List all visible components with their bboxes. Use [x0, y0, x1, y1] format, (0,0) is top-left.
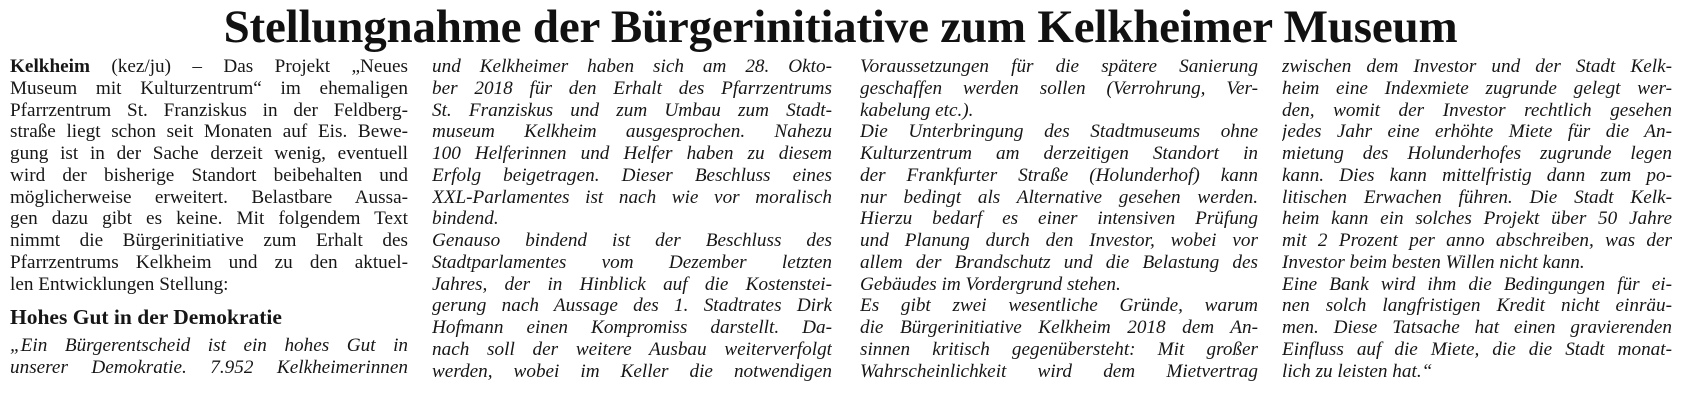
quote-line: unserer Demokratie. 7.952 Kelkheimerinnen [10, 357, 408, 378]
quote-line: litischen Erwachen führen. Die Stadt Kelk- [1282, 186, 1672, 208]
quote-line: heim eine Indexmiete zugrunde gelegt wer- [1282, 77, 1672, 99]
quote-line: bindend. [432, 208, 499, 230]
quote-line: mit 2 Prozent per anno abschreiben, was der [1282, 230, 1672, 251]
text-line: Pfarrzentrum St. Franziskus in der Feldberg- [10, 99, 408, 121]
quote-line: Erfolg beigetragen. Dieser Beschluss eines [432, 164, 832, 186]
quote-line: nen solch langfristigen Kredit nicht einräu- [1282, 295, 1672, 317]
quote-line: nur bedingt als Alternative gesehen werden. [860, 186, 1258, 208]
text-line: möglicherweise erweitert. Belastbare Aussa- [10, 186, 408, 208]
quote-line: werden, wobei im Keller die notwendigen [432, 360, 832, 382]
quote-line: und Planung durch den Investor, wobei vor [860, 230, 1258, 251]
quote-line: Genauso bindend ist der Beschluss des [432, 230, 832, 251]
quote-line: und Kelkheimer haben sich am 28. Okto- [432, 56, 832, 77]
quote-line: Hierzu bedarf es einer intensiven Prüfung [860, 208, 1258, 230]
quote-line: XXL-Parlamentes ist nach wie vor moralisch [432, 186, 832, 208]
quote-line: Voraussetzungen für die spätere Sanierung [860, 56, 1258, 77]
article-column-4 [1282, 56, 1672, 382]
quote-line: Einfluss auf die Miete, die die Stadt monat- [1282, 338, 1672, 360]
text-line: straße liegt schon seit Monaten auf Eis. Bewe- [10, 121, 408, 143]
quote-line: den, womit der Investor rechtlich gesehen [1282, 99, 1672, 121]
quote-line: men. Diese Tatsache hat einen gravierenden [1282, 317, 1672, 338]
quote-line: lich zu leisten hat.“ [1282, 360, 1433, 382]
quote-line: kabelung etc.). [860, 99, 974, 121]
text-line: nimmt die Bürgerinitiative zum Erhalt des [10, 230, 408, 251]
text-line: gen dazu gibt es keine. Mit folgendem Text [10, 208, 408, 230]
quote-line: St. Franziskus und zum Umbau zum Stadt- [432, 99, 832, 121]
article-column-2 [432, 56, 832, 382]
quote-line: Wahrscheinlichkeit wird dem Mietvertrag [860, 360, 1258, 382]
quote-line: die Bürgerinitiative Kelkheim 2018 dem An- [860, 317, 1258, 338]
article-headline: Stellungnahme der Bürgerinitiative zum Kelkheimer Museum [223, 1, 1458, 53]
quote-line: Investor beim besten Willen nicht kann. [1282, 251, 1585, 273]
article-column-1 [10, 56, 408, 379]
quote-line: jedes Jahr eine erhöhte Miete für die An- [1282, 121, 1672, 143]
quote-line: heim kann ein solches Projekt über 50 Jahre [1282, 208, 1672, 230]
dateline: Kelkheim [10, 56, 90, 77]
quote-line: Eine Bank wird ihm die Bedingungen für ei- [1282, 273, 1672, 295]
quote-line: Hofmann einen Kompromiss darstellt. Da- [432, 317, 832, 338]
quote-line: Gebäudes im Vordergrund stehen. [860, 273, 1121, 295]
text-line: wird der bisherige Standort beibehalten und [10, 164, 408, 186]
quote-line: sinnen kritisch gegenübersteht: Mit großer [860, 338, 1258, 360]
quote-line: zwischen dem Investor und der Stadt Kelk- [1282, 56, 1672, 77]
text-line: Pfarrzentrums Kelkheim und zu den aktuel- [10, 251, 408, 273]
quote-line: nach soll der weitere Ausbau weiterverfolgt [432, 338, 832, 360]
text-line: Museum mit Kulturzentrum“ im ehemaligen [10, 77, 408, 99]
quote-line: gerung nach Aussage des 1. Stadtrates Dirk [432, 295, 832, 317]
quote-line: Stadtparlamentes vom Dezember letzten [432, 251, 832, 273]
text-line [10, 56, 408, 78]
subheading: Hohes Gut in der Demokratie [10, 305, 282, 330]
quote-line: Die Unterbringung des Stadtmuseums ohne [860, 121, 1258, 143]
quote-line: 100 Helferinnen und Helfer haben zu diesem [432, 143, 832, 164]
quote-line: Es gibt zwei wesentliche Gründe, warum [860, 295, 1258, 317]
quote-line: ber 2018 für den Erhalt des Pfarrzentrums [432, 77, 832, 99]
text-line: gung ist in der Sache derzeit wenig, eventuell [10, 143, 408, 164]
quote-line: museum Kelkheim ausgesprochen. Nahezu [432, 121, 832, 143]
quote-line: der Frankfurter Straße (Holunderhof) kann [860, 164, 1258, 186]
quote-line: Kulturzentrum am derzeitigen Standort in [860, 143, 1258, 164]
quote-line: Jahres, der in Hinblick auf die Kostenstei- [432, 273, 832, 295]
intro-text: (kez/ju) – Das Projekt „Neues [89, 56, 408, 77]
quote-line: mietung des Holunderhofes zugrunde legen [1282, 143, 1672, 164]
quote-line: „Ein Bürgerentscheid ist ein hohes Gut in [10, 335, 408, 357]
quote-line: geschaffen werden sollen (Verrohrung, Ver- [860, 77, 1258, 99]
quote-line: allem der Brandschutz und die Belastung des [860, 251, 1258, 273]
quote-line: kann. Dies kann mittelfristig dann zum po- [1282, 164, 1672, 186]
article-column-3 [860, 56, 1258, 382]
text-line: len Entwicklungen Stellung: [10, 273, 229, 295]
